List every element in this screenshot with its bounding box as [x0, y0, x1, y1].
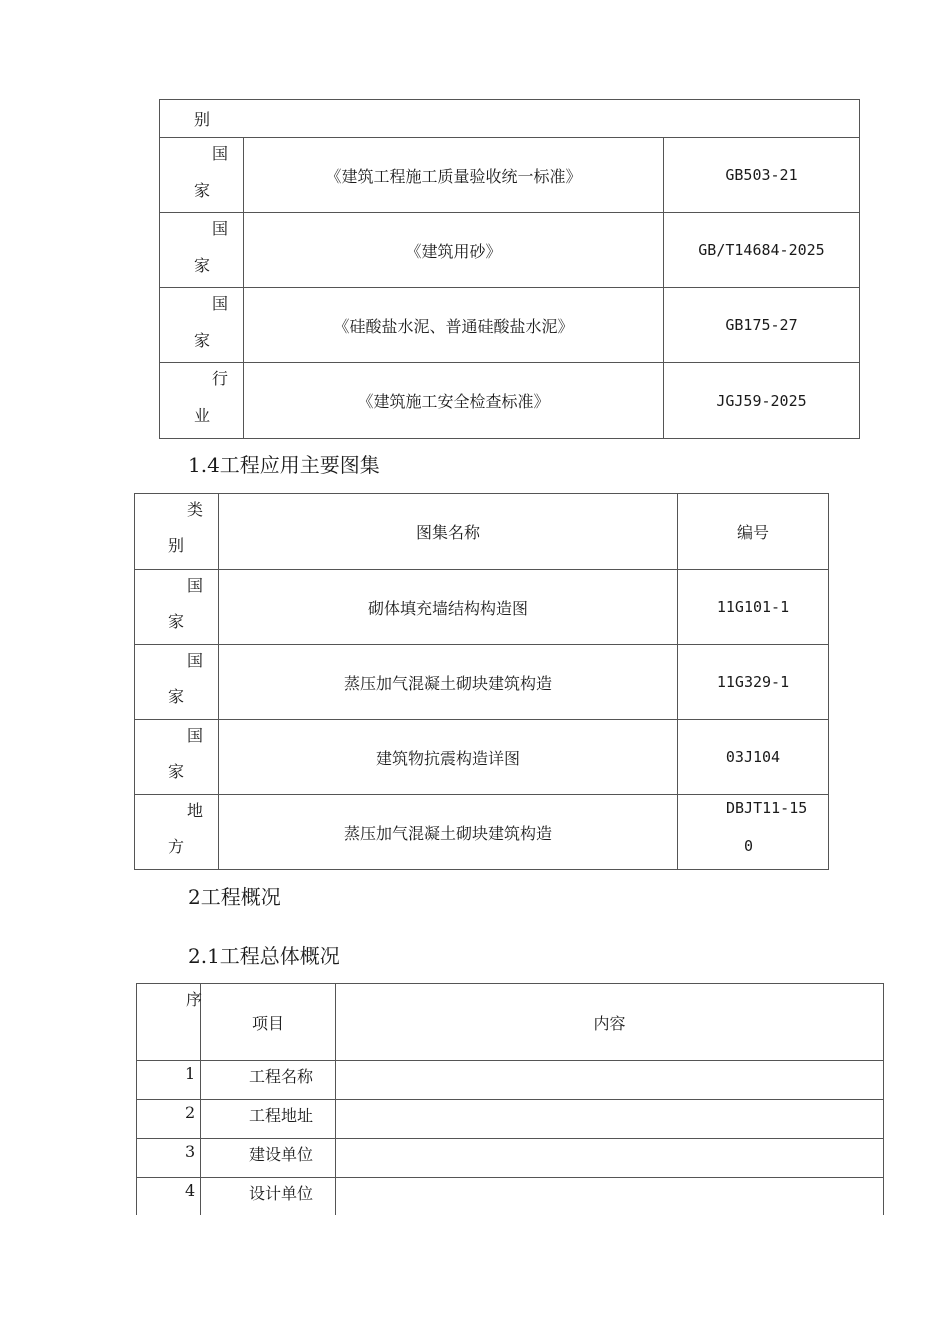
standard-name: 《建筑用砂》: [244, 213, 664, 288]
item-cell: 建设单位: [201, 1139, 336, 1178]
table-row: [160, 288, 860, 363]
table-row: [160, 213, 860, 288]
table-row: [135, 570, 829, 645]
category-cell: 国 家: [135, 570, 219, 645]
category-cell: 地 方: [135, 795, 219, 870]
atlas-name-header: 图集名称: [219, 494, 678, 570]
category-cell: 国 家: [160, 288, 244, 363]
row-number: 3: [137, 1139, 201, 1178]
atlas-code: 03J104: [678, 720, 829, 795]
atlas-table: [134, 493, 829, 870]
overview-table: [136, 983, 884, 1215]
row-number: 4: [137, 1178, 201, 1216]
item-cell: 工程名称: [201, 1061, 336, 1100]
category-cell: 国 家: [135, 720, 219, 795]
content-cell: [336, 1061, 884, 1100]
standard-name: 《硅酸盐水泥、普通硅酸盐水泥》: [244, 288, 664, 363]
atlas-name: 蒸压加气混凝土砌块建筑构造: [219, 795, 678, 870]
standard-name: 《建筑工程施工质量验收统一标准》: [244, 138, 664, 213]
atlas-code: DBJT11-15 0: [678, 795, 829, 870]
section-heading-2: 2工程概况: [188, 885, 281, 909]
category-cell: 国 家: [160, 138, 244, 213]
standards-table: [159, 99, 860, 439]
table-row: [135, 795, 829, 870]
table-row: [137, 1100, 884, 1139]
standard-code: JGJ59-2025: [664, 363, 860, 439]
content-header: 内容: [336, 984, 884, 1061]
standard-name: 《建筑施工安全检查标准》: [244, 363, 664, 439]
row-number: 1: [137, 1061, 201, 1100]
standards-category-continuation: [160, 100, 860, 138]
category-cell: 行 业: [160, 363, 244, 439]
atlas-name: 建筑物抗震构造详图: [219, 720, 678, 795]
section-heading-2-1: 2.1工程总体概况: [188, 944, 340, 968]
table-row: [160, 138, 860, 213]
standard-code: GB503-21: [664, 138, 860, 213]
table-row: [160, 363, 860, 439]
table-header-row: [135, 494, 829, 570]
atlas-code: 11G101-1: [678, 570, 829, 645]
category-header-cell: 类 别: [135, 494, 219, 570]
table-row: [135, 645, 829, 720]
table-row: [137, 1178, 884, 1216]
table-header-row: [137, 984, 884, 1061]
standard-code: GB175-27: [664, 288, 860, 363]
table-row: [137, 1139, 884, 1178]
no-header-cell: 序: [137, 984, 201, 1061]
category-cell: 国 家: [160, 213, 244, 288]
atlas-name: 蒸压加气混凝土砌块建筑构造: [219, 645, 678, 720]
atlas-code: 11G329-1: [678, 645, 829, 720]
item-header: 项目: [201, 984, 336, 1061]
item-cell: 工程地址: [201, 1100, 336, 1139]
section-heading-1-4: 1.4工程应用主要图集: [188, 453, 380, 477]
content-cell: [336, 1139, 884, 1178]
content-cell: [336, 1100, 884, 1139]
overview-table-clip: [136, 983, 884, 1215]
content-cell: [336, 1178, 884, 1216]
category-cell: 国 家: [135, 645, 219, 720]
standard-code: GB/T14684-2025: [664, 213, 860, 288]
atlas-code-header: 编号: [678, 494, 829, 570]
table-row: [137, 1061, 884, 1100]
atlas-name: 砌体填充墙结构构造图: [219, 570, 678, 645]
row-number: 2: [137, 1100, 201, 1139]
item-cell: 设计单位: [201, 1178, 336, 1216]
category-char: 别: [194, 110, 211, 129]
table-row: [135, 720, 829, 795]
